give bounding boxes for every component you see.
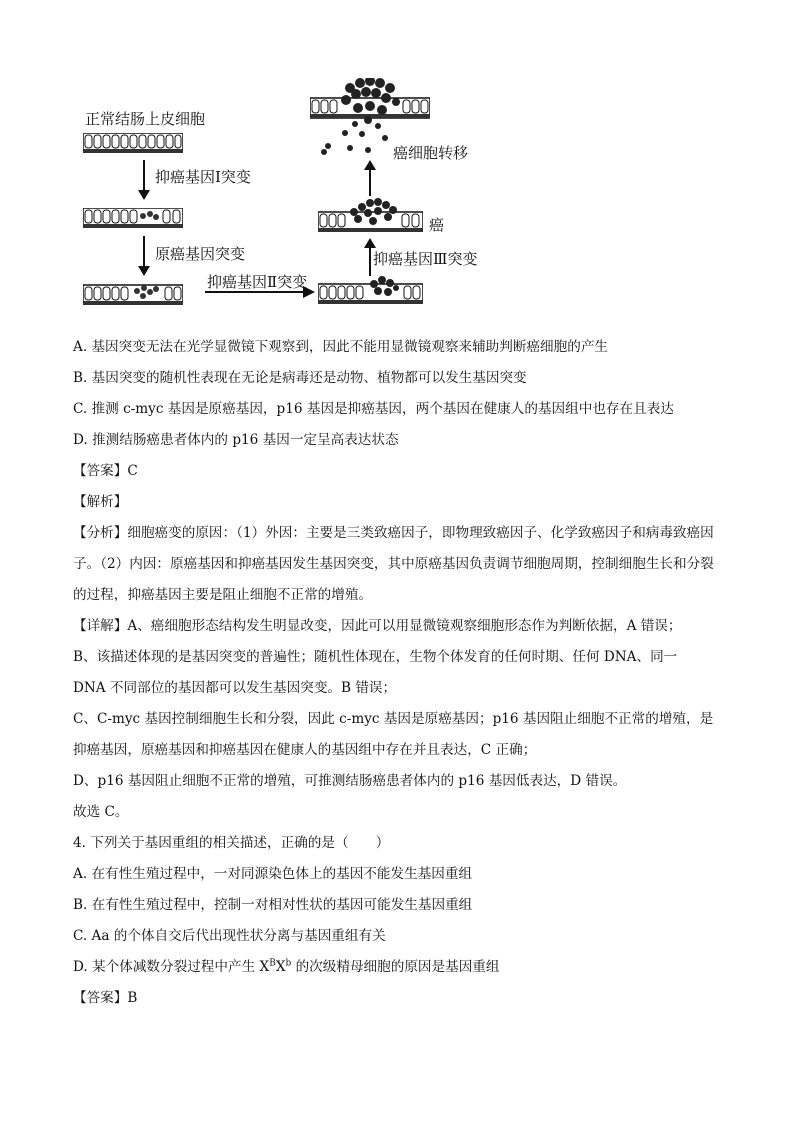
q3-option-a: A. 基因突变无法在光学显微镜下观察到，因此不能用显微镜观察来辅助判断癌细胞的产生	[73, 339, 609, 355]
q3-option-d: D. 推测结肠癌患者体内的 p16 基因一定呈高表达状态	[73, 432, 399, 448]
q3-option-c: C. 推测 c-myc 基因是原癌基因，p16 基因是抑癌基因，两个基因在健康人的基因组中也存在且表达	[73, 401, 674, 417]
q4-option-d	[73, 952, 723, 983]
q3-xiangjie-b-2: DNA 不同部位的基因都可以发生基因突变。B 错误；	[73, 680, 397, 696]
q3-xiangjie-b-1: B、该描述体现的是基因突变的普遍性；随机性体现在，生物个体发育的任何时期、任何 DNA、同一	[73, 649, 678, 665]
label-tumor-suppressor-2: 抑癌基因Ⅱ突变	[207, 273, 308, 291]
q4-option-c: C. Aa 的个体自交后代出现性状分离与基因重组有关	[73, 928, 386, 944]
q4-answer-value: B	[127, 990, 138, 1006]
label-proto-oncogene: 原癌基因突变	[155, 245, 246, 263]
cancer-tissue	[318, 198, 423, 232]
arrow-up-icon	[363, 160, 377, 196]
q3-option-b: B. 基因突变的随机性表现在无论是病毒还是动物、植物都可以发生基因突变	[73, 370, 527, 386]
q4-answer-label: 【答案】	[73, 990, 128, 1006]
q4-option-d-pre: D. 某个体减数分裂过程中产生 X	[73, 959, 270, 975]
q3-xiangjie-d: D、p16 基因阻止细胞不正常的增殖，可推测结肠癌患者体内的 p16 基因低表达，D 错误。	[73, 773, 627, 789]
answer-label: 【答案】	[73, 463, 128, 479]
label-tumor-suppressor-3: 抑癌基因Ⅲ突变	[373, 250, 478, 268]
label-tumor-suppressor-1: 抑癌基因Ⅰ突变	[155, 168, 251, 186]
xiangjie-label: 【详解】	[73, 618, 128, 634]
q3-xiangjie-a	[73, 611, 723, 642]
label-metastasis: 癌细胞转移	[393, 144, 469, 162]
answer-value: C	[127, 463, 138, 479]
stage2-epithelium-tissue	[83, 283, 183, 305]
q3-analysis-heading: 【解析】	[73, 494, 128, 510]
arrow-down-icon	[137, 160, 151, 200]
q4-option-d-post: 的次级精母细胞的原因是基因重组	[291, 959, 500, 975]
fenxi-text: 细胞癌变的原因：（1）外因：主要是三类致癌因子，即物理致癌因子、化学致癌因子和病毒致癌因子。（2）内因：原癌基因和抑癌基因发生基因突变，其中原癌基因负责调节细胞周期，控制细胞生长和分裂的过程，抑癌基因主要是阻止细胞不正常的增殖。	[73, 525, 714, 603]
q3-fenxi	[73, 518, 723, 611]
stage3-epithelium-tissue	[318, 276, 423, 304]
q4-option-d-sup1: B	[269, 958, 276, 969]
colon-cancer-progression-figure	[75, 78, 505, 318]
q4-option-d-mid: X	[275, 959, 286, 975]
q3-xiangjie-c: C、C-myc 基因控制细胞生长和分裂，因此 c-myc 基因是原癌基因；p16 基因阻止细胞不正常的增殖，是抑癌基因，原癌基因和抑癌基因在健康人的基因组中存在并且表达，C 正确；	[73, 711, 714, 758]
xiangjie-a-text: A、癌细胞形态结构发生明显改变，因此可以用显微镜观察细胞形态作为判断依据，A 错误；	[127, 618, 682, 634]
normal-epithelium-tissue	[83, 133, 183, 153]
arrow-down-icon	[137, 236, 151, 276]
fenxi-label: 【分析】	[73, 525, 128, 541]
stage1-epithelium-tissue	[83, 208, 183, 228]
q3-answer	[73, 456, 723, 487]
q4-option-a: A. 在有性生殖过程中，一对同源染色体上的基因不能发生基因重组	[73, 866, 473, 882]
label-cancer: 癌	[429, 216, 445, 234]
q4-stem: 4. 下列关于基因重组的相关描述，正确的是（ ）	[73, 835, 390, 851]
label-normal-epithelium: 正常结肠上皮细胞	[85, 110, 206, 128]
q4-answer	[73, 983, 723, 1014]
q4-option-b: B. 在有性生殖过程中，控制一对相对性状的基因可能发生基因重组	[73, 897, 473, 913]
q3-conclusion: 故选 C。	[73, 804, 129, 820]
question-3-content	[73, 332, 723, 1014]
q4-option-d-sup2: b	[285, 958, 292, 969]
